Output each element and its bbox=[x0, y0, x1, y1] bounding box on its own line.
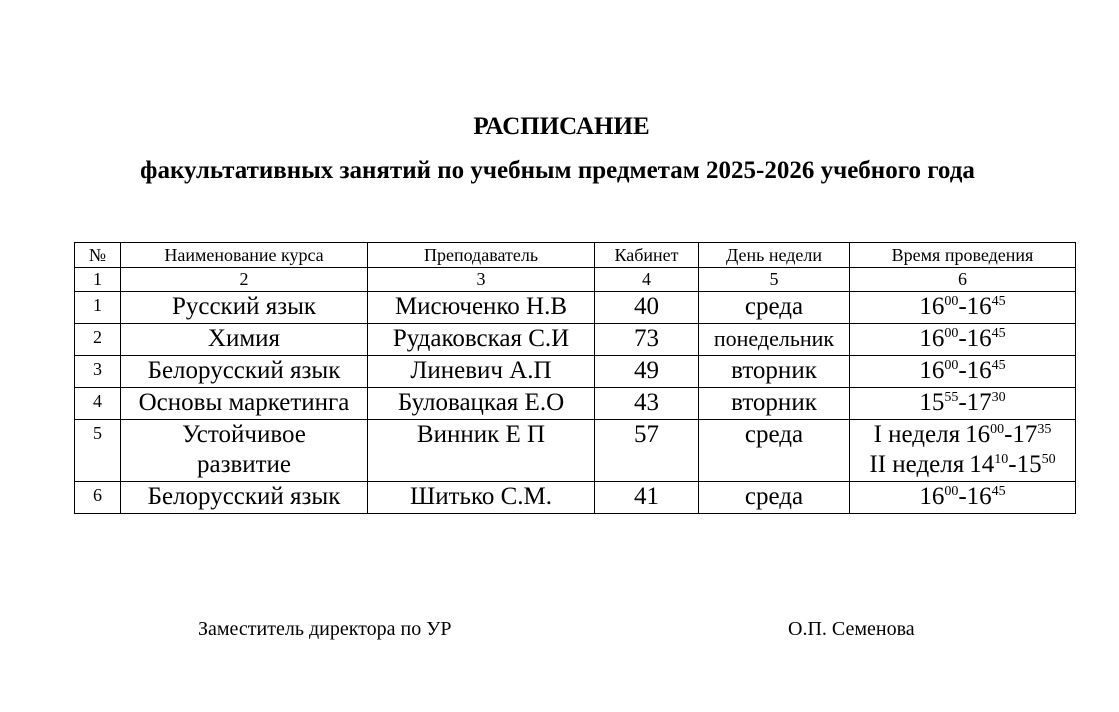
column-number: 3 bbox=[368, 268, 595, 292]
time-cell bbox=[850, 482, 1076, 514]
course-name: Русский язык bbox=[121, 292, 368, 324]
weekday: вторник bbox=[699, 356, 850, 388]
course-name bbox=[121, 420, 368, 482]
course-name: Белорусский язык bbox=[121, 482, 368, 514]
column-number: 4 bbox=[595, 268, 699, 292]
time-range: II неделя $14^{10}-15^{50}$ bbox=[869, 451, 1056, 478]
course-name: Основы маркетинга bbox=[121, 388, 368, 420]
row-number: 6 bbox=[75, 482, 121, 514]
teacher-name: Мисюченко Н.В bbox=[368, 292, 595, 324]
time-range: $16^{00}-16^{45}$ bbox=[919, 483, 1006, 510]
time-range: I неделя $16^{00}-17^{35}$ bbox=[873, 421, 1052, 448]
weekday: среда bbox=[699, 420, 850, 482]
table-row bbox=[75, 292, 1076, 324]
weekday: понедельник bbox=[699, 324, 850, 356]
week-label: I неделя bbox=[873, 421, 961, 448]
schedule-table bbox=[74, 242, 1076, 514]
time-cell bbox=[850, 388, 1076, 420]
time-range: $16^{00}-16^{45}$ bbox=[919, 325, 1006, 352]
time-range: $16^{00}-16^{45}$ bbox=[919, 357, 1006, 384]
column-number: 1 bbox=[75, 268, 121, 292]
table-row bbox=[75, 420, 1076, 482]
time-cell bbox=[850, 420, 1076, 482]
teacher-name: Винник Е П bbox=[368, 420, 595, 482]
header-room: Кабинет bbox=[595, 243, 699, 268]
column-number: 5 bbox=[699, 268, 850, 292]
teacher-name: Рудаковская С.И bbox=[368, 324, 595, 356]
time-range: $16^{00}-16^{45}$ bbox=[919, 293, 1006, 320]
room-number: 40 bbox=[595, 292, 699, 324]
room-number: 41 bbox=[595, 482, 699, 514]
table-row bbox=[75, 324, 1076, 356]
signatory-name: О.П. Семенова bbox=[788, 618, 915, 640]
row-number: 4 bbox=[75, 388, 121, 420]
room-number: 73 bbox=[595, 324, 699, 356]
weekday: вторник bbox=[699, 388, 850, 420]
weekday: среда bbox=[699, 292, 850, 324]
teacher-name: Шитько С.М. bbox=[368, 482, 595, 514]
row-number: 1 bbox=[75, 292, 121, 324]
header-day: День недели bbox=[699, 243, 850, 268]
header-number: № bbox=[75, 243, 121, 268]
row-number: 2 bbox=[75, 324, 121, 356]
week-label: II неделя bbox=[869, 451, 965, 478]
header-time: Время проведения bbox=[850, 243, 1076, 268]
time-cell bbox=[850, 292, 1076, 324]
signatory-position: Заместитель директора по УР bbox=[198, 618, 452, 640]
time-range: $15^{55}-17^{30}$ bbox=[919, 389, 1006, 416]
header-course: Наименование курса bbox=[121, 243, 368, 268]
course-name-line: Устойчивое bbox=[182, 421, 306, 448]
row-number: 5 bbox=[75, 420, 121, 482]
teacher-name: Буловацкая Е.О bbox=[368, 388, 595, 420]
document-title: РАСПИСАНИЕ bbox=[473, 113, 650, 140]
table-row bbox=[75, 356, 1076, 388]
column-number: 2 bbox=[121, 268, 368, 292]
course-name-line: развитие bbox=[196, 451, 292, 478]
room-number: 49 bbox=[595, 356, 699, 388]
column-number: 6 bbox=[850, 268, 1076, 292]
course-name: Белорусский язык bbox=[121, 356, 368, 388]
room-number: 57 bbox=[595, 420, 699, 482]
weekday: среда bbox=[699, 482, 850, 514]
row-number: 3 bbox=[75, 356, 121, 388]
table-row bbox=[75, 388, 1076, 420]
room-number: 43 bbox=[595, 388, 699, 420]
teacher-name: Линевич А.П bbox=[368, 356, 595, 388]
table-row bbox=[75, 482, 1076, 514]
time-cell bbox=[850, 324, 1076, 356]
column-number-row bbox=[75, 268, 1076, 292]
document-subtitle: факультативных занятий по учебным предметам 2025-2026 учебного года bbox=[140, 157, 975, 184]
time-cell bbox=[850, 356, 1076, 388]
header-teacher: Преподаватель bbox=[368, 243, 595, 268]
header-row bbox=[75, 243, 1076, 268]
course-name: Химия bbox=[121, 324, 368, 356]
